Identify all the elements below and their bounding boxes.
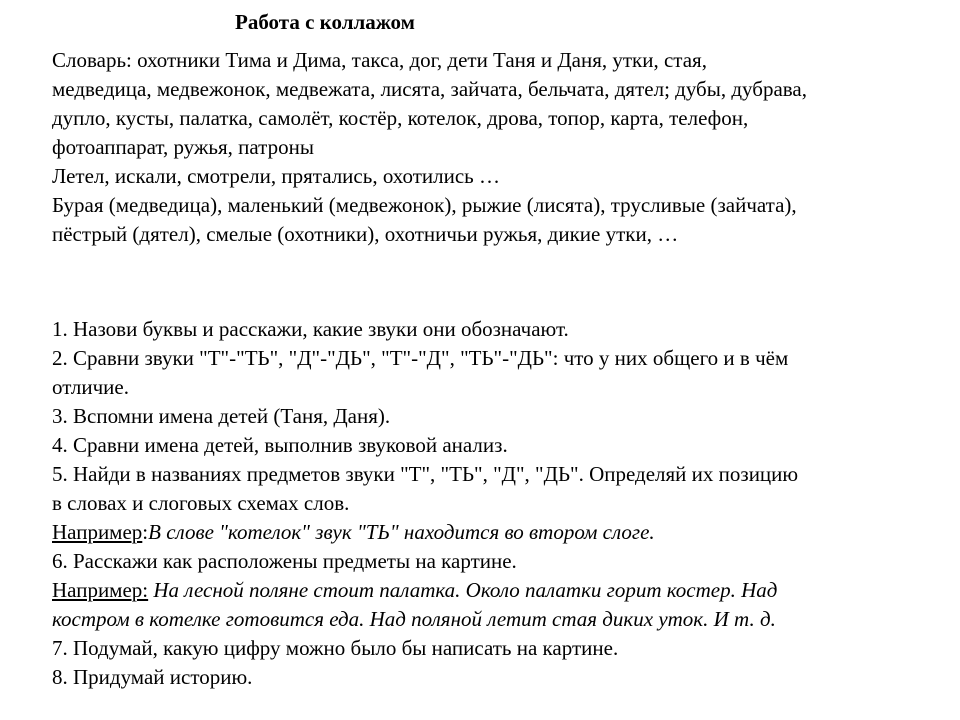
adjectives-line: пёстрый (дятел), смелые (охотники), охотничьи ружья, дикие утки, … [52,222,679,246]
vocabulary-line: дупло, кусты, палатка, самолёт, костёр, котелок, дрова, топор, карта, телефон, [52,106,749,130]
verbs-line: Летел, искали, смотрели, прятались, охотились … [52,164,501,188]
vocabulary-line: медведица, медвежонок, медвежата, лисята, зайчата, бельчата, дятел; дубы, дубрава, [52,77,807,101]
example-label: Например: [52,578,149,602]
vocabulary-section [52,46,952,249]
example-text: В слове "котелок" звук "ТЬ" находится во втором слоге. [148,520,655,544]
task-2-continued: отличие. [52,375,129,399]
vocabulary-line: фотоаппарат, ружья, патроны [52,135,314,159]
example-colon: : [142,520,149,544]
task-4: 4. Сравни имена детей, выполнив звуковой анализ. [52,433,508,457]
page-title: Работа с коллажом [235,10,415,34]
task-6: 6. Расскажи как расположены предметы на картине. [52,549,517,573]
example-2-continued: костром в котелке готовится еда. Над поляной летит стая диких уток. И т. д. [52,607,776,631]
task-5-continued: в словах и слоговых схемах слов. [52,491,350,515]
example-2 [52,576,952,605]
example-label: Например [52,520,143,544]
task-3: 3. Вспомни имена детей (Таня, Даня). [52,404,391,428]
task-7: 7. Подумай, какую цифру можно было бы написать на картине. [52,636,619,660]
example-text: На лесной поляне стоит палатка. Около палатки горит костер. Над [148,578,778,602]
task-2: 2. Сравни звуки "Т"-"ТЬ", "Д"-"ДЬ", "Т"-"Д", "ТЬ"-"ДЬ": что у них общего и в чём [52,346,789,370]
task-5: 5. Найди в названиях предметов звуки "Т", "ТЬ", "Д", "ДЬ". Определяй их позицию [52,462,799,486]
tasks-section [52,315,952,692]
task-8: 8. Придумай историю. [52,665,253,689]
vocabulary-line: Словарь: охотники Тима и Дима, такса, дог, дети Таня и Даня, утки, стая, [52,48,707,72]
task-1: 1. Назови буквы и расскажи, какие звуки они обозначают. [52,317,569,341]
example-1 [52,518,952,547]
adjectives-line: Бурая (медведица), маленький (медвежонок), рыжие (лисята), трусливые (зайчата), [52,193,797,217]
